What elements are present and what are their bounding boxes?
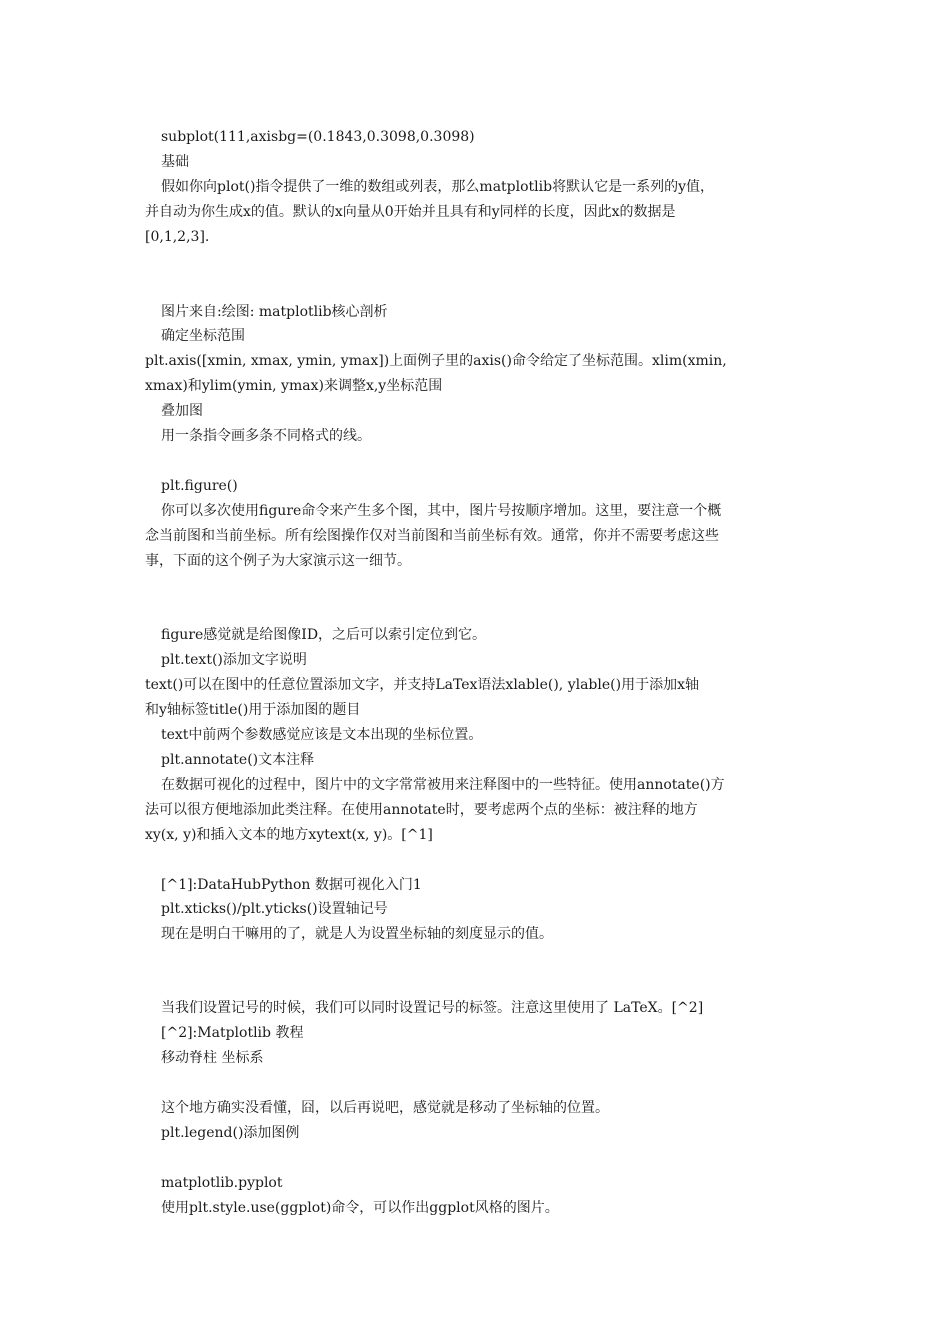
text-line: text中前两个参数感觉应该是文本出现的坐标位置。 [161, 727, 483, 743]
section-heading: plt.text()添加文字说明 [161, 652, 307, 668]
text-line: [0,1,2,3]. [145, 229, 210, 245]
text-line: 当我们设置记号的时候，我们可以同时设置记号的标签。注意这里使用了 LaTeX。[^2] [161, 1000, 704, 1016]
text-line: 念当前图和当前坐标。所有绘图操作仅对当前图和当前坐标有效。通常，你并不需要考虑这些 [145, 528, 719, 544]
text-line: 用一条指令画多条不同格式的线。 [161, 428, 371, 444]
text-line: 你可以多次使用figure命令来产生多个图，其中，图片号按顺序增加。这里，要注意一个概 [161, 503, 722, 519]
text-line: 在数据可视化的过程中，图片中的文字常常被用来注释图中的一些特征。使用annotate()方 [161, 777, 725, 793]
text-line: 现在是明白干嘛用的了，就是人为设置坐标轴的刻度显示的值。 [161, 926, 553, 942]
text-line: plt.axis([xmin, xmax, ymin, ymax])上面例子里的axis()命令给定了坐标范围。xlim(xmin, [145, 353, 727, 369]
section-heading: 基础 [161, 154, 189, 170]
section-heading: plt.figure() [161, 478, 238, 494]
section-heading: plt.annotate()文本注释 [161, 752, 315, 768]
text-line: 并自动为你生成x的值。默认的x向量从0开始并且具有和y同样的长度，因此x的数据是 [145, 204, 676, 220]
footnote: [^2]:Matplotlib 教程 [161, 1025, 304, 1041]
text-line: 使用plt.style.use(ggplot)命令，可以作出ggplot风格的图片。 [161, 1200, 559, 1216]
section-heading: 叠加图 [161, 403, 203, 419]
text-line: 假如你向plot()指令提供了一维的数组或列表，那么matplotlib将默认它是一系列的y值， [161, 179, 714, 195]
section-heading: matplotlib.pyplot [161, 1175, 283, 1191]
text-line: 事，下面的这个例子为大家演示这一细节。 [145, 553, 411, 569]
text-line: 和y轴标签title()用于添加图的题目 [145, 702, 361, 718]
text-line: subplot(111,axisbg=(0.1843,0.3098,0.3098) [161, 129, 475, 145]
text-line: figure感觉就是给图像ID，之后可以索引定位到它。 [161, 627, 487, 643]
text-line: text()可以在图中的任意位置添加文字，并支持LaTex语法xlable(), ylable()用于添加x轴 [145, 677, 699, 693]
section-heading: 确定坐标范围 [161, 328, 245, 344]
text-line: 法可以很方便地添加此类注释。在使用annotate时，要考虑两个点的坐标：被注释的地方 [145, 802, 698, 818]
section-heading: plt.legend()添加图例 [161, 1125, 300, 1141]
section-heading: plt.xticks()/plt.yticks()设置轴记号 [161, 901, 388, 917]
footnote: [^1]:DataHubPython 数据可视化入门1 [161, 877, 422, 893]
text-line: xmax)和ylim(ymin, ymax)来调整x,y坐标范围 [145, 378, 443, 394]
section-heading: 移动脊柱 坐标系 [161, 1050, 264, 1066]
text-line: 这个地方确实没看懂，囧，以后再说吧，感觉就是移动了坐标轴的位置。 [161, 1100, 609, 1116]
text-line: xy(x, y)和插入文本的地方xytext(x, y)。[^1] [145, 827, 433, 843]
image-caption: 图片来自:绘图: matplotlib核心剖析 [161, 304, 388, 320]
